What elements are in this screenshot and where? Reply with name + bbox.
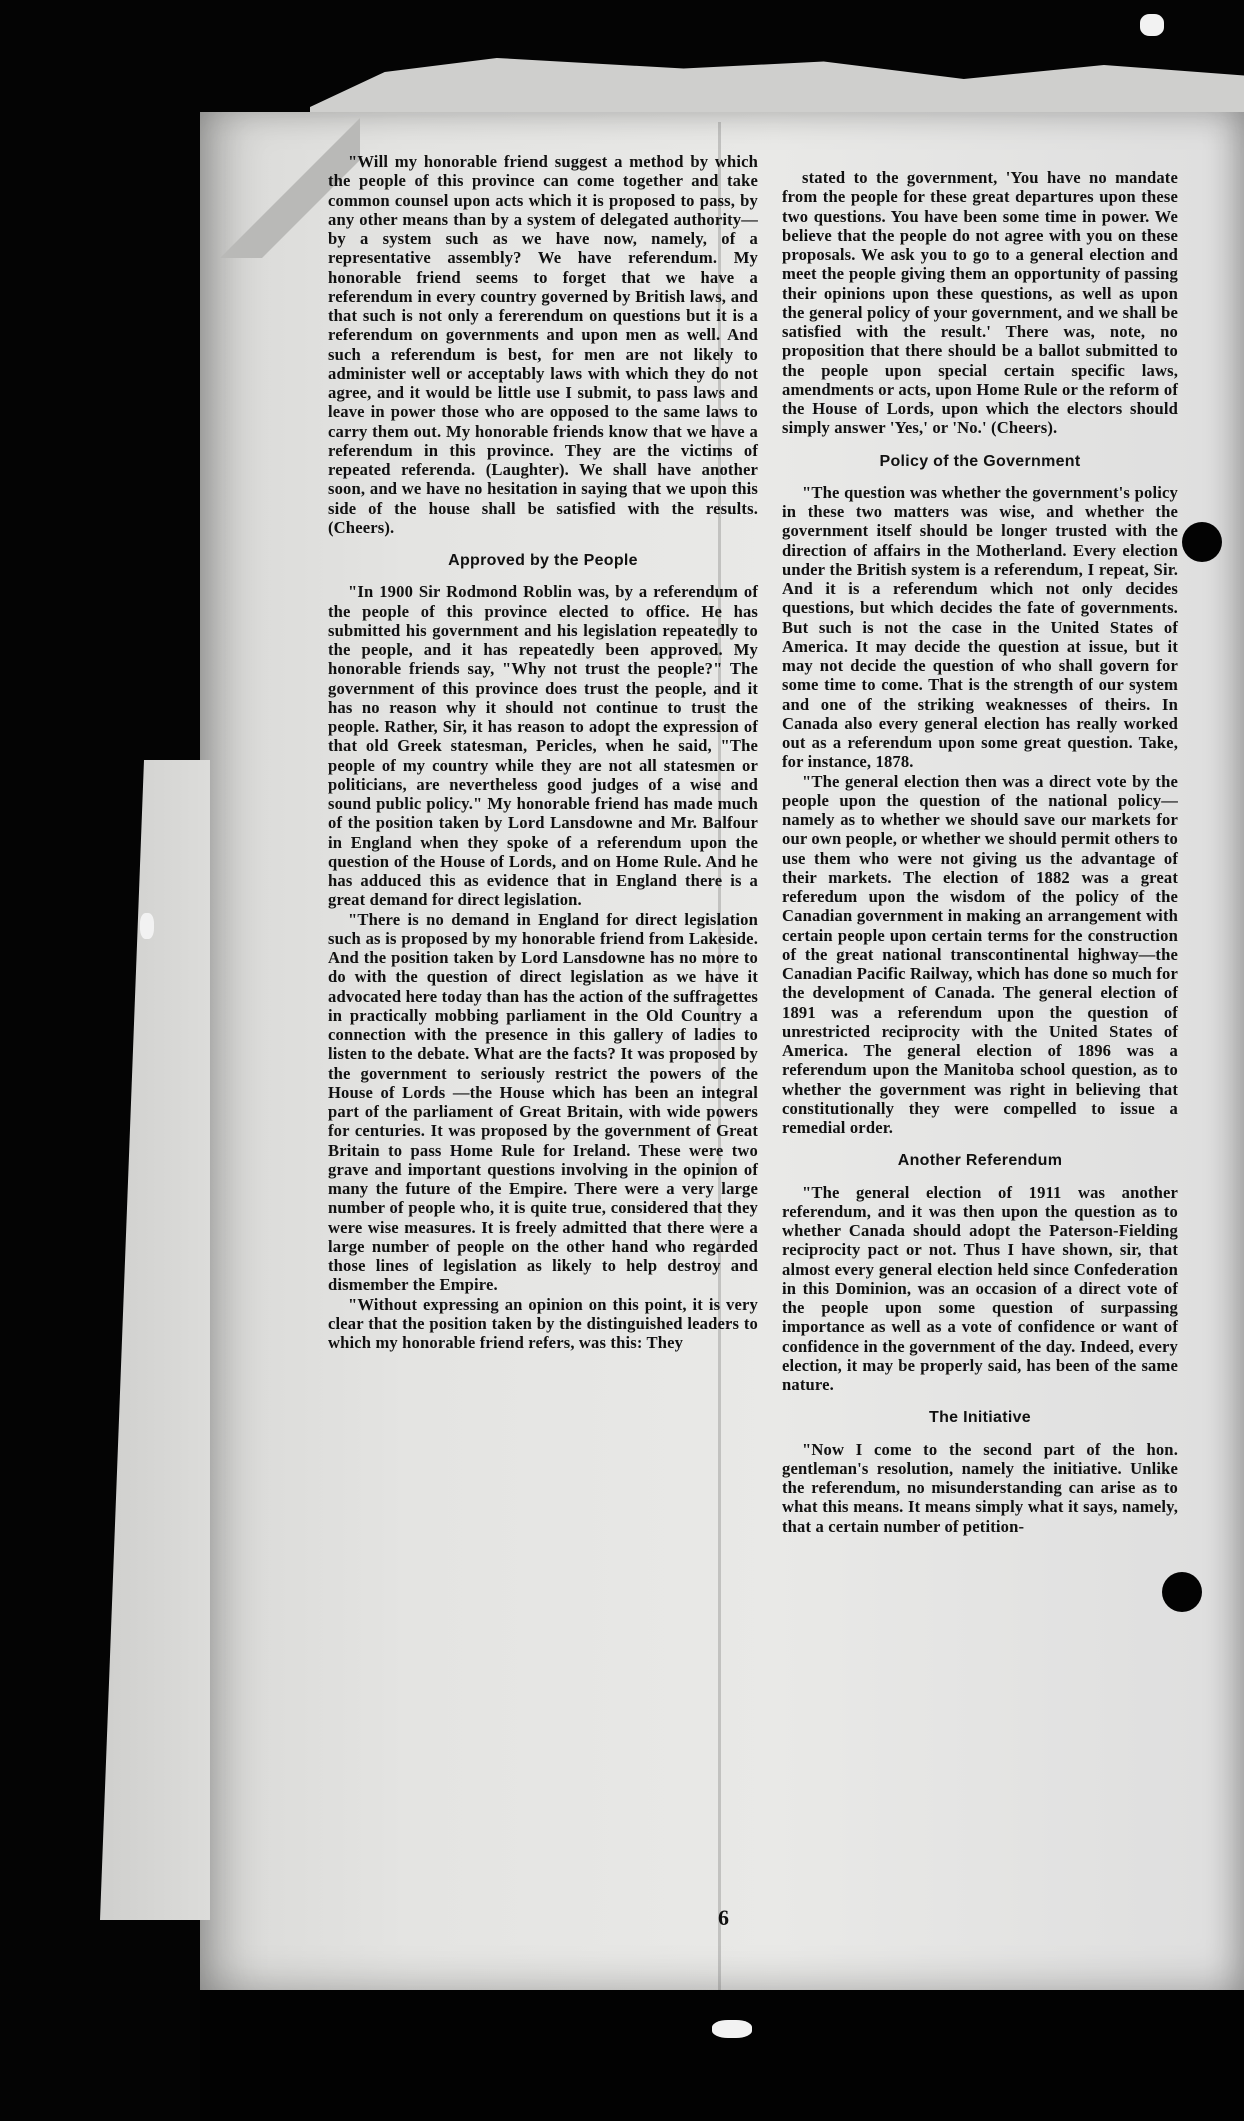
punch-hole	[1162, 1572, 1202, 1612]
right-column	[782, 168, 1178, 1536]
punch-hole	[1182, 522, 1222, 562]
section-heading: The Initiative	[929, 1409, 1031, 1427]
paragraph: "In 1900 Sir Rodmond Roblin was, by a referendum of the people of this province elected to office. He has submitted his government and his legislation repeatedly to the people, and it has repeatedly been approved. My honorable friends say, "Why not trust the people?" The government of this province does trust the people, and it has no reason why it should not continue to trust the people. Rather, Sir, it has reason to adopt the expression of that old Greek statesman, Pericles, when he said, "The people of my country while they are not all statesmen or politicians, are nevertheless good judges of a wise and sound public policy." My honorable friend has made much of the position taken by Lord Lansdowne and Mr. Balfour in England when they spoke of a referendum upon the question of the House of Lords, and on Home Rule. And he has adduced this as evidence that in England there is a great demand for direct legislation.	[328, 582, 758, 910]
section-heading: Policy of the Government	[879, 452, 1081, 470]
paragraph: "Without expressing an opinion on this point, it is very clear that the position taken by the distinguished leaders to which my honorable friend refers, was this: They	[328, 1294, 758, 1352]
left-column	[328, 152, 758, 1352]
page-number: 6	[718, 1905, 729, 1930]
paragraph: "Will my honorable friend suggest a method by which the people of this province can come together and take common counsel upon acts which it is proposed to pass, by any other means than by a system of delegated authority—by a system such as we have now, namely, of a representative assembly? We have referendum. My honorable friend seems to forget that we have a referendum in every country governed by British laws, and that such is not only a fererendum on questions but it is a referendum on governments and upon men as well. And such a referendum is best, for men are not likely to administer well or acceptably laws with which they do not agree, and it would be little use I submit, to pass laws and leave in power those who are opposed to the same laws to carry them out. My honorable friends know that we have a referendum in this province. They are the victims of repeated referenda. (Laughter). We shall have another soon, and we have no hesitation in saying that we upon this side of the house shall be satisfied with the results. (Cheers).	[328, 152, 758, 537]
dust-speck	[712, 2020, 752, 2038]
paragraph: stated to the government, 'You have no mandate from the people for these great departures upon these two questions. You have been some time in power. We believe that the people do not agree with you on these proposals. We ask you to go to a general election and meet the people giving them an opportunity of passing their opinions upon these questions, as well as upon the general policy of your government, and we shall be satisfied with the result.' There was, note, no proposition that there should be a ballot submitted to the people upon special certain specific laws, amendments or acts, upon Home Rule or the reform of the House of Lords, upon which the electors should simply answer 'Yes,' or 'No.' (Cheers).	[782, 168, 1178, 438]
dust-speck	[140, 913, 154, 939]
paragraph: "The general election of 1911 was another referendum, and it was then upon the question as to whether Canada should adopt the Paterson-Fielding reciprocity pact or not. Thus I have shown, sir, that almost every general election held since Confederation in this Dominion, was an occasion of a direct vote of the people upon some question of surpassing importance as well as a vote of confidence or want of confidence in the government of the day. Indeed, every election, it may be properly said, has been of the same nature.	[782, 1182, 1178, 1394]
paragraph: "There is no demand in England for direct legislation such as is proposed by my honorable friend from Lakeside. And the position taken by Lord Lansdowne has no more to do with the question of direct legislation as we have it advocated here today than has the action of the suffragettes in practically mobbing parliament in the Old Country a connection with the presence in this gallery of ladies to listen to the debate. What are the facts? It was proposed by the government to seriously restrict the powers of the House of Lords —the House which has been an integral part of the parliament of Great Britain, with wide powers for centuries. It was proposed by the government of Great Britain to pass Home Rule for Ireland. These were two grave and important questions involving in the opinion of many the future of the Empire. There were a very large number of people who, it is quite true, considered that they were wise measures. It is freely admitted that there were a large number of people on the other hand who regarded those lines of legislation as likely to help destroy and dismember the Empire.	[328, 909, 758, 1295]
page-left-edge	[100, 760, 210, 1920]
paragraph: "The general election then was a direct vote by the people upon the question of the national policy—namely as to whether we should save our markets for our own people, or whether we should permit others to use them who were not giving us the advantage of their markets. The election of 1882 was a great referedum upon the wisdom of the policy of the Canadian government in making an arrangement with certain people upon certain terms for the construction of the great national transcontinental highway—the Canadian Pacific Railway, which has done so much for the development of Canada. The general election of 1891 was a referendum upon the question of unrestricted reciprocity with the United States of America. The general election of 1896 was a referendum upon the Manitoba school question, as to whether the government was right in believing that constitutionally they were compelled to issue a remedial order.	[782, 771, 1178, 1137]
section-heading: Another Referendum	[897, 1152, 1063, 1170]
paragraph: "The question was whether the government's policy in these two matters was wise, and whether the government itself should be longer trusted with the direction of affairs in the Motherland. Every election under the British system is a referendum, I repeat, Sir. And it is a referendum which not only decides questions, but which decides the fate of governments. But such is not the case in the United States of America. It may decide the question at issue, but it may not decide the question of who shall govern for some time to come. That is the strength of our system and one of the striking weaknesses of theirs. In Canada also every general election has really worked out as a referendum upon some great question. Take, for instance, 1878.	[782, 482, 1178, 772]
bottom-shadow	[200, 1990, 1244, 2121]
section-heading: Approved by the People	[448, 552, 638, 569]
dust-speck	[1140, 14, 1164, 36]
paragraph: "Now I come to the second part of the hon. gentleman's resolution, namely the initiative. Unlike the referendum, no misunderstanding can arise as to what this means. It means simply what it says, namely, that a certain number of petition-	[782, 1439, 1178, 1536]
